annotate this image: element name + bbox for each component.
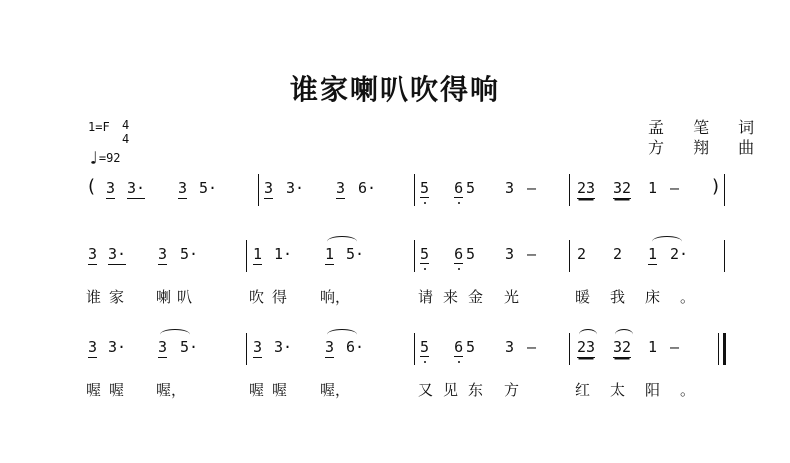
lyric: 响， (320, 288, 351, 306)
score-line-2 (0, 244, 790, 284)
note: 2 (577, 245, 587, 263)
lyric: 光 (504, 288, 520, 306)
tempo-value: =92 (98, 151, 121, 165)
barline (246, 240, 247, 272)
lyric: 喔喔 (86, 381, 133, 399)
note: – (527, 179, 537, 197)
note: 3 (325, 338, 335, 356)
lyric: 喔喔 (249, 381, 296, 399)
barline (414, 240, 415, 272)
note: – (670, 338, 680, 356)
lyric: 喇叭 (156, 288, 199, 306)
note: – (527, 338, 537, 356)
note: 3· (108, 338, 127, 356)
note: 3 (505, 245, 515, 263)
final-barline-thick (723, 333, 726, 365)
score-line-3 (0, 337, 790, 377)
note: 6 (454, 338, 464, 356)
final-barline-thin (718, 333, 719, 365)
note: 3· (286, 179, 305, 197)
barline (569, 333, 570, 365)
credits (648, 118, 766, 158)
lyric: 暖我床。 (575, 288, 716, 306)
note: 5 (466, 245, 476, 263)
note: 1· (274, 245, 293, 263)
note: 3 (336, 179, 346, 197)
note: 5· (180, 338, 199, 356)
note: 5 (466, 179, 476, 197)
lyric: 请来金 (418, 288, 494, 306)
note: 3 (158, 338, 168, 356)
lyric: 又见东 (418, 381, 494, 399)
lyric: 方 (504, 381, 520, 399)
note: 3 (253, 338, 263, 356)
note: 3 (106, 179, 116, 197)
note: 3 (88, 338, 98, 356)
time-signature (122, 118, 129, 146)
note: 5· (180, 245, 199, 263)
key-signature: 1=F (88, 120, 110, 134)
note: 5 (420, 245, 430, 263)
note: 23 (577, 179, 596, 197)
note: 32 (613, 179, 632, 197)
barline (414, 174, 415, 206)
meter-top: 4 (122, 118, 130, 132)
note: 1 (253, 245, 263, 263)
tempo-marking (88, 146, 121, 167)
note: 5 (420, 179, 430, 197)
note: 3 (158, 245, 168, 263)
barline (724, 240, 725, 272)
lyrics-line-2 (0, 286, 790, 326)
note: – (670, 179, 680, 197)
lyrics-line-3 (0, 379, 790, 419)
note: 3 (88, 245, 98, 263)
barline (724, 174, 725, 206)
note: 1 (648, 245, 658, 263)
lyric: 喔， (156, 381, 187, 399)
lyric: 吹得 (249, 288, 296, 306)
barline (569, 174, 570, 206)
note: 6· (346, 338, 365, 356)
note: 3 (505, 338, 515, 356)
quarter-note-icon: ♩ (88, 148, 99, 169)
note: 3 (505, 179, 515, 197)
song-title: 谁家喇叭吹得响 (289, 73, 500, 106)
intro-close-paren: ) (712, 176, 720, 197)
composer-credit: 方 翔 曲 (648, 138, 767, 157)
barline (246, 333, 247, 365)
note: 1 (648, 338, 658, 356)
lyric: 谁家 (86, 288, 133, 306)
note: 23 (577, 338, 596, 356)
note: 5 (420, 338, 430, 356)
barline (414, 333, 415, 365)
note: 3· (274, 338, 293, 356)
note: 3· (108, 245, 127, 263)
intro-open-paren: ( (88, 176, 96, 197)
note: 2 (613, 245, 623, 263)
note: 6 (454, 245, 464, 263)
note: 5· (199, 179, 218, 197)
note: 5· (346, 245, 365, 263)
note: 5 (466, 338, 476, 356)
barline (258, 174, 259, 206)
note: – (527, 245, 537, 263)
barline (569, 240, 570, 272)
lyric: 红太阳。 (575, 381, 716, 399)
score-line-intro (0, 178, 790, 218)
note: 1 (648, 179, 658, 197)
lyric: 喔， (320, 381, 351, 399)
meter-bottom: 4 (122, 132, 130, 146)
note: 3 (178, 179, 188, 197)
note: 6 (454, 179, 464, 197)
note: 6· (358, 179, 377, 197)
note: 2· (670, 245, 689, 263)
note: 3· (127, 179, 146, 197)
lyricist-credit: 孟 笔 词 (648, 118, 767, 137)
note: 3 (264, 179, 274, 197)
note: 32 (613, 338, 632, 356)
note: 1 (325, 245, 335, 263)
